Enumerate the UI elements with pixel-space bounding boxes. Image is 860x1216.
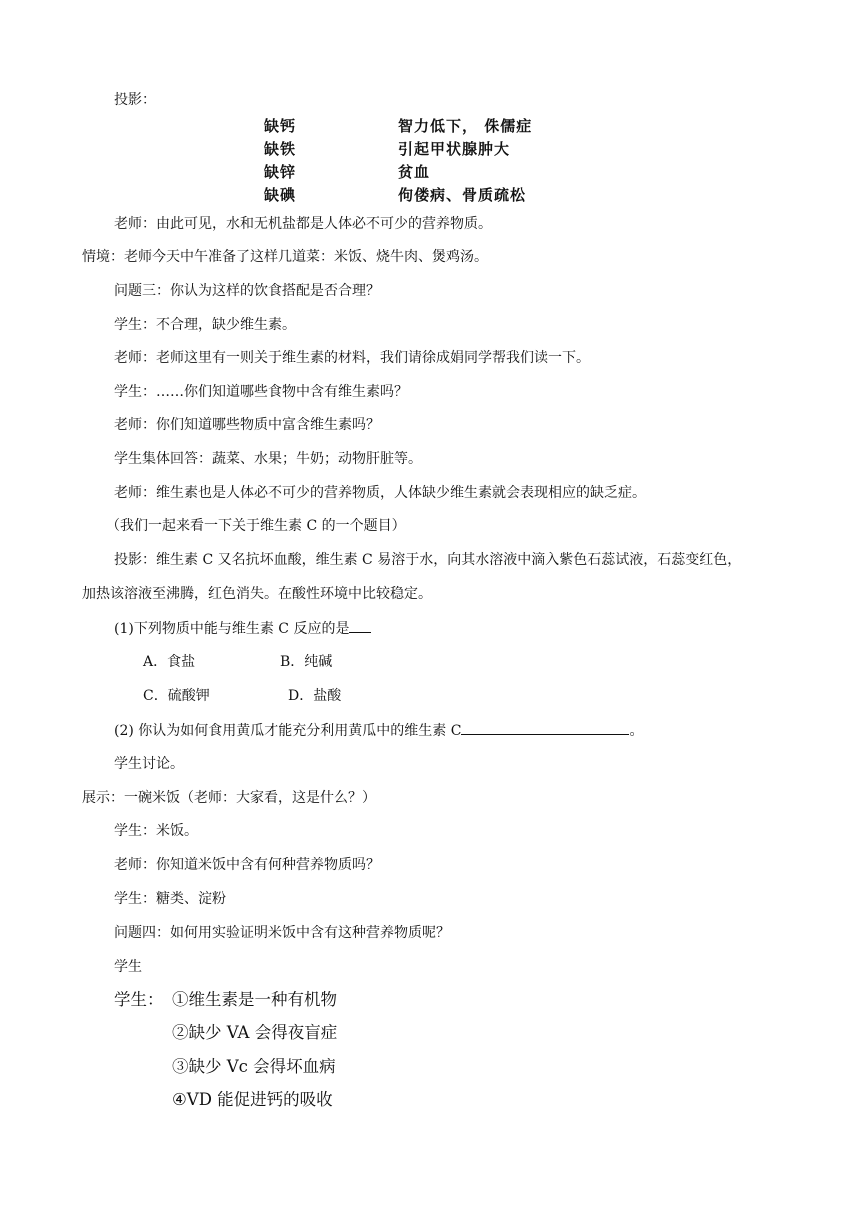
paragraph-line: 老师：老师这里有一则关于维生素的材料，我们请徐成娟同学帮我们读一下。	[114, 350, 590, 366]
answer-blank	[461, 720, 629, 735]
summary-item: ①维生素是一种有机物	[172, 990, 337, 1009]
deficiency-element: 缺碘	[264, 186, 297, 204]
deficiency-element: 缺锌	[264, 163, 297, 181]
paragraph-line: （我们一起来看一下关于维生素 C 的一个题目）	[106, 518, 406, 534]
deficiency-element: 缺钙	[264, 117, 297, 135]
deficiency-symptom: 贫血	[398, 163, 431, 181]
option-a: A．食盐	[143, 654, 196, 670]
deficiency-element: 缺铁	[264, 140, 297, 158]
paragraph-line: 学生集体回答：蔬菜、水果；牛奶；动物肝脏等。	[114, 451, 422, 467]
projection-label: 投影：	[114, 92, 156, 108]
question-2-end: 。	[629, 723, 644, 739]
paragraph-line: 学生讨论。	[114, 756, 184, 772]
paragraph-line: 老师：由此可见，水和无机盐都是人体必不可少的营养物质。	[114, 216, 492, 232]
summary-item: ②缺少 VA 会得夜盲症	[172, 1023, 338, 1042]
paragraph-line: 老师：你们知道哪些物质中富含维生素吗？	[114, 417, 380, 433]
deficiency-symptom: 引起甲状腺肿大	[398, 140, 511, 158]
paragraph-line: 学生	[114, 959, 142, 975]
paragraph-line: 展示：一碗米饭（老师：大家看，这是什么？）	[82, 790, 376, 806]
paragraph-line: 学生：……你们知道哪些食物中含有维生素吗？	[114, 384, 408, 400]
option-c: C．硫酸钾	[143, 688, 210, 704]
paragraph-line: 加热该溶液至沸腾，红色消失。在酸性环境中比较稳定。	[82, 586, 432, 602]
paragraph-line: 老师：你知道米饭中含有何种营养物质吗？	[114, 857, 380, 873]
paragraph-line: 学生：米饭。	[114, 823, 198, 839]
paragraph-line: 学生：糖类、淀粉	[114, 891, 226, 907]
option-d: D．盐酸	[288, 688, 342, 704]
paragraph-line: 问题四：如何用实验证明米饭中含有这种营养物质呢？	[114, 925, 450, 941]
question-2-text: (2) 你认为如何食用黄瓜才能充分利用黄瓜中的维生素 C	[114, 723, 462, 739]
summary-item: ④VD 能促进钙的吸收	[172, 1090, 333, 1109]
deficiency-symptom: 智力低下， 侏儒症	[398, 117, 533, 135]
question-1-text: (1)下列物质中能与维生素 C 反应的是	[114, 621, 350, 637]
question-1	[114, 618, 371, 639]
question-2	[114, 720, 643, 741]
paragraph-line: 问题三：你认为这样的饮食搭配是否合理？	[114, 283, 380, 299]
answer-blank	[349, 618, 371, 633]
paragraph-line: 情境：老师今天中午准备了这样几道菜：米饭、烧牛肉、煲鸡汤。	[82, 249, 488, 265]
paragraph-line: 学生：不合理，缺少维生素。	[114, 317, 296, 333]
summary-label: 学生：	[114, 990, 164, 1009]
deficiency-symptom: 佝偻病、骨质疏松	[398, 186, 527, 204]
paragraph-line: 老师：维生素也是人体必不可少的营养物质，人体缺少维生素就会表现相应的缺乏症。	[114, 485, 646, 501]
option-b: B．纯碱	[280, 654, 333, 670]
summary-item: ③缺少 Vc 会得坏血病	[172, 1057, 336, 1076]
paragraph-line: 投影：维生素 C 又名抗坏血酸，维生素 C 易溶于水，向其水溶液中滴入紫色石蕊试液，石蕊变红色，	[114, 552, 742, 568]
